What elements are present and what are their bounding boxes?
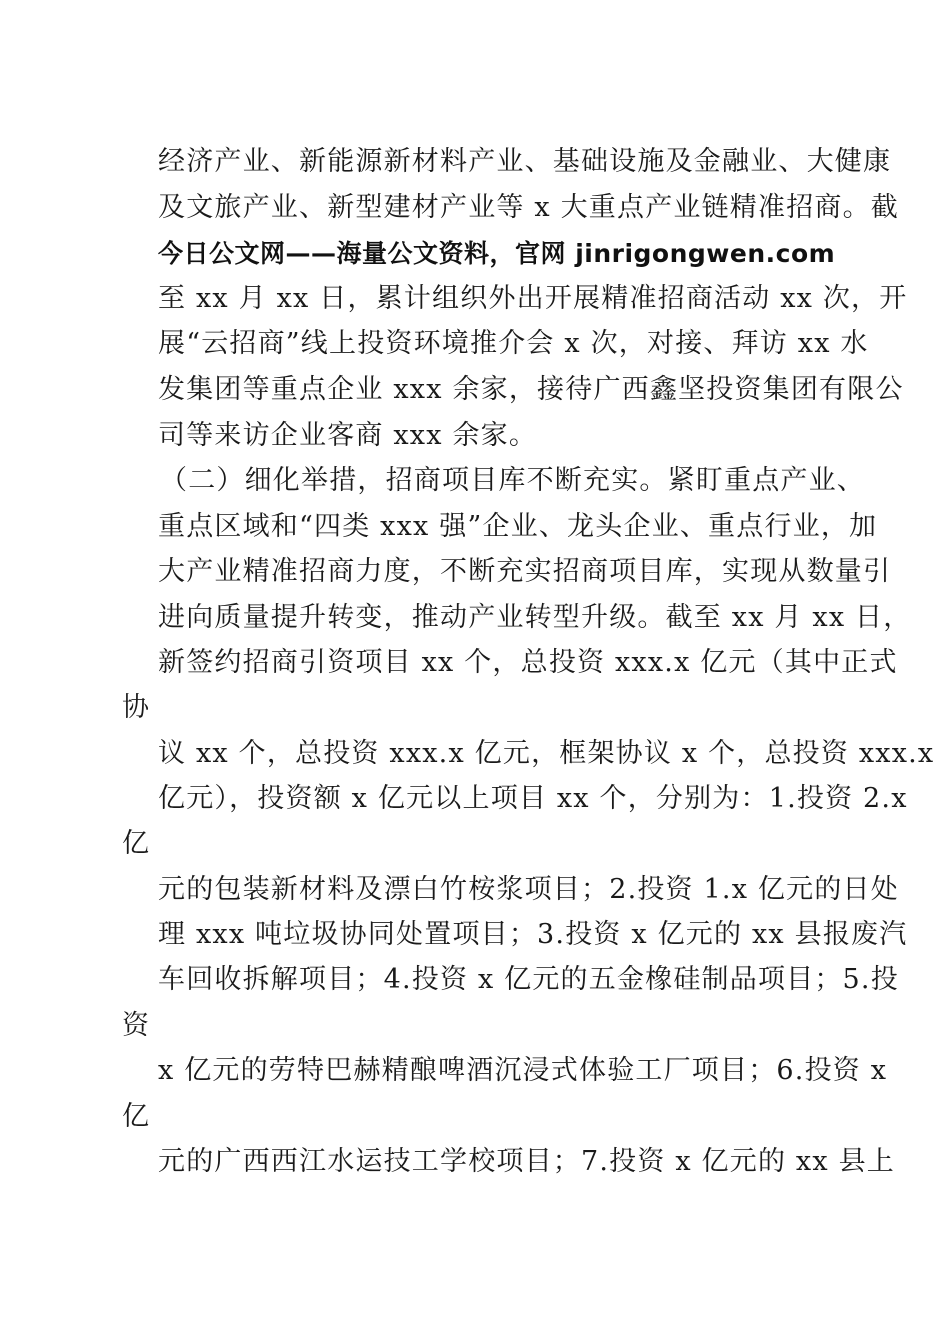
body-line-12: 协	[122, 692, 151, 723]
body-line-13: 议 xx 个，总投资 xxx.x 亿元，框架协议 x 个，总投资 xxx.x	[158, 738, 935, 769]
body-line-15: 亿	[122, 828, 151, 859]
body-line-3: 至 xx 月 xx 日，累计组织外出开展精准招商活动 xx 次，开	[158, 283, 908, 314]
body-line-19: 资	[122, 1010, 151, 1041]
body-line-11: 新签约招商引资项目 xx 个，总投资 xxx.x 亿元（其中正式	[158, 647, 898, 678]
body-line-1: 经济产业、新能源新材料产业、基础设施及金融业、大健康	[158, 146, 892, 177]
body-line-10: 进向质量提升转变，推动产业转型升级。截至 xx 月 xx 日，	[158, 602, 912, 633]
body-line-21: 亿	[122, 1101, 151, 1132]
body-line-18: 车回收拆解项目；4.投资 x 亿元的五金橡硅制品项目；5.投	[158, 964, 899, 995]
body-line-14: 亿元），投资额 x 亿元以上项目 xx 个，分别为：1.投资 2.x	[158, 783, 908, 814]
body-line-22: 元的广西西江水运技工学校项目；7.投资 x 亿元的 xx 县上	[158, 1146, 895, 1177]
body-line-4: 展“云招商”线上投资环境推介会 x 次，对接、拜访 xx 水	[158, 328, 869, 359]
body-line-9: 大产业精准招商力度，不断充实招商项目库，实现从数量引	[158, 556, 892, 587]
body-line-5: 发集团等重点企业 xxx 余家，接待广西鑫坚投资集团有限公	[158, 374, 904, 405]
body-line-8: 重点区域和“四类 xxx 强”企业、龙头企业、重点行业，加	[158, 511, 878, 542]
watermark-text: 今日公文网——海量公文资料，官网 jinrigongwen.com	[158, 239, 836, 268]
section-heading-line: （二）细化举措，招商项目库不断充实。紧盯重点产业、	[160, 465, 865, 496]
body-line-17: 理 xxx 吨垃圾协同处置项目；3.投资 x 亿元的 xx 县报废汽	[158, 919, 908, 950]
body-line-16: 元的包装新材料及漂白竹桉浆项目；2.投资 1.x 亿元的日处	[158, 874, 899, 905]
body-line-6: 司等来访企业客商 xxx 余家。	[158, 420, 538, 451]
body-line-2: 及文旅产业、新型建材产业等 x 大重点产业链精准招商。截	[158, 192, 899, 223]
body-line-20: x 亿元的劳特巴赫精酿啤酒沉浸式体验工厂项目；6.投资 x	[158, 1055, 888, 1086]
